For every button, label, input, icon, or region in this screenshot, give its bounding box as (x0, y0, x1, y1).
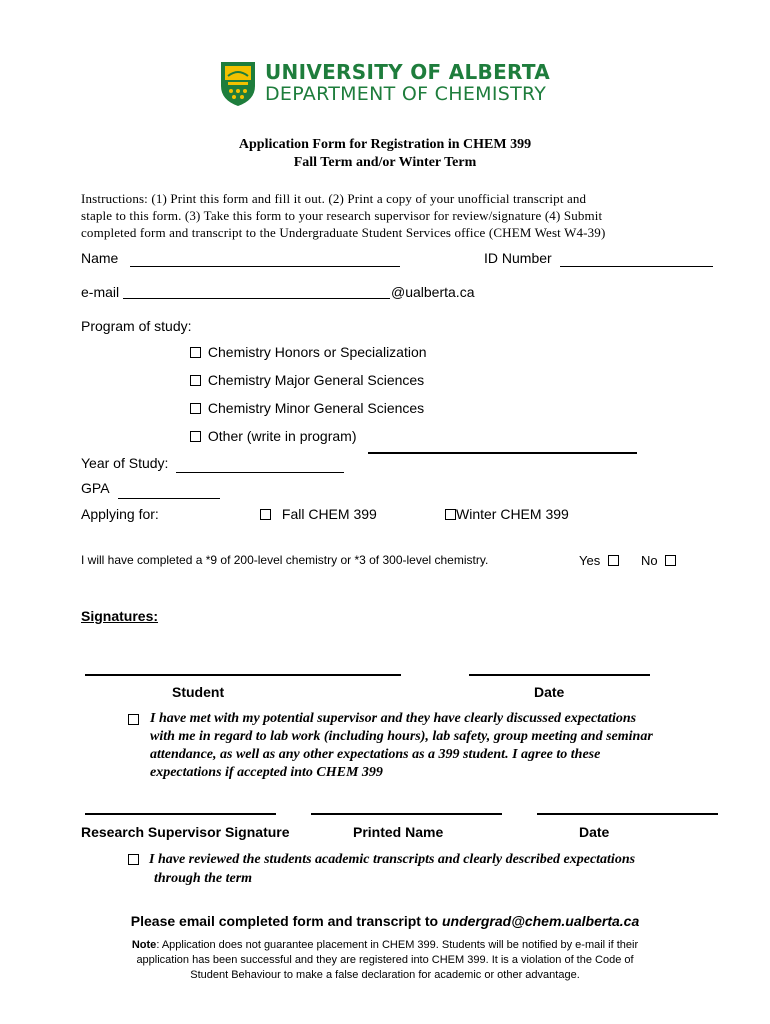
instructions-line: completed form and transcript to the Undergraduate Student Services office (CHEM West W4-39) (81, 225, 606, 240)
supervisor-signature-line[interactable] (85, 813, 276, 815)
email-instruction-text: Please email completed form and transcript to (130, 913, 442, 929)
review-line: I have reviewed the students academic transcripts and clearly described expectations (149, 852, 636, 867)
email-label: e-mail (81, 284, 120, 300)
form-subtitle: Fall Term and/or Winter Term (293, 155, 477, 170)
review-checkbox[interactable] (128, 851, 139, 867)
footer-note (0, 938, 770, 983)
supervisor-date-line[interactable] (537, 813, 718, 815)
agreement-line: expectations if accepted into CHEM 399 (150, 765, 383, 780)
supervisor-label: Research Supervisor Signature (81, 824, 290, 840)
note-text: : Application does not guarantee placement in CHEM 399. Students will be notified by e-mail if their (156, 939, 639, 951)
program-option-label: Chemistry Honors or Specialization (207, 344, 427, 360)
instructions-line: Instructions: (1) Print this form and fill it out. (2) Print a copy of your unofficial transcript and (81, 191, 587, 206)
applying-label: Applying for: (81, 506, 159, 522)
program-option-label: Other (write in program) (207, 428, 357, 444)
fall-option-label: Fall CHEM 399 (281, 506, 377, 522)
email-field[interactable] (123, 298, 390, 299)
program-label: Program of study: (81, 318, 192, 334)
agreement-line: I have met with my potential supervisor and they have clearly discussed expectations (150, 711, 637, 726)
agreement-line: attendance, as well as any other expectations as a 399 student. I agree to these (150, 747, 601, 762)
checkbox-icon[interactable] (190, 403, 201, 414)
program-option-label: Chemistry Minor General Sciences (207, 400, 425, 416)
date-label-2: Date (579, 824, 610, 840)
name-label: Name (81, 250, 119, 266)
program-option-minor[interactable] (190, 400, 424, 416)
note-line (0, 938, 770, 953)
note-label: Note (131, 939, 157, 951)
checkbox-icon[interactable] (190, 347, 201, 358)
year-field[interactable] (176, 472, 344, 473)
printed-name-label: Printed Name (353, 824, 444, 840)
student-signature-line[interactable] (85, 674, 401, 676)
student-date-line[interactable] (469, 674, 650, 676)
checkbox-icon[interactable] (190, 431, 201, 442)
instructions-line: staple to this form. (3) Take this form to your research supervisor for review/signature (4) Submit (81, 208, 603, 223)
name-field[interactable] (130, 266, 400, 267)
university-logo (219, 60, 257, 108)
review-line: through the term (154, 871, 253, 886)
note-line: application has been successful and they are registered into CHEM 399. It is a violation of the Code of (136, 954, 634, 966)
completion-statement: I will have completed a *9 of 200-level chemistry or *3 of 300-level chemistry. (81, 553, 489, 567)
agreement-checkbox[interactable] (128, 711, 139, 727)
checkbox-icon[interactable] (665, 555, 676, 566)
id-label: ID Number (484, 250, 552, 266)
program-option-major[interactable] (190, 372, 424, 388)
printed-name-line[interactable] (311, 813, 502, 815)
review-text (149, 850, 635, 888)
university-crest-icon (219, 60, 257, 108)
other-program-field[interactable] (368, 452, 637, 454)
program-option-label: Chemistry Major General Sciences (207, 372, 425, 388)
checkbox-icon[interactable] (608, 555, 619, 566)
department-name: DEPARTMENT OF CHEMISTRY (265, 83, 547, 105)
agreement-line: with me in regard to lab work (including hours), lab safety, group meeting and seminar (150, 729, 653, 744)
checkbox-icon[interactable] (128, 714, 139, 725)
winter-option-label: Winter CHEM 399 (456, 506, 569, 522)
signatures-heading: Signatures: (81, 608, 159, 624)
id-number-field[interactable] (560, 266, 713, 267)
program-option-honors[interactable] (190, 344, 427, 360)
note-line: Student Behaviour to make a false declaration for academic or other advantage. (190, 969, 580, 981)
university-name: UNIVERSITY OF ALBERTA (265, 60, 551, 84)
student-label: Student (172, 684, 225, 700)
gpa-field[interactable] (118, 498, 220, 499)
date-label: Date (534, 684, 565, 700)
checkbox-icon[interactable] (190, 375, 201, 386)
yes-option[interactable] (579, 553, 619, 568)
checkbox-icon[interactable] (128, 854, 139, 865)
agreement-text (150, 710, 653, 782)
yes-label: Yes (579, 553, 601, 568)
form-title: Application Form for Registration in CHEM 399 (238, 137, 532, 152)
year-label: Year of Study: (81, 455, 169, 471)
gpa-label: GPA (81, 480, 110, 496)
fall-option[interactable] (260, 506, 377, 522)
no-option[interactable] (641, 553, 676, 568)
checkbox-icon[interactable] (260, 509, 271, 520)
instructions (81, 190, 605, 241)
winter-option[interactable] (445, 506, 569, 522)
checkbox-icon[interactable] (445, 509, 456, 520)
email-suffix: @ualberta.ca (391, 284, 475, 300)
email-instruction (0, 913, 770, 929)
no-label: No (641, 553, 658, 568)
submission-email-link[interactable]: undergrad@chem.ualberta.ca (441, 913, 640, 929)
program-option-other[interactable] (190, 428, 356, 444)
